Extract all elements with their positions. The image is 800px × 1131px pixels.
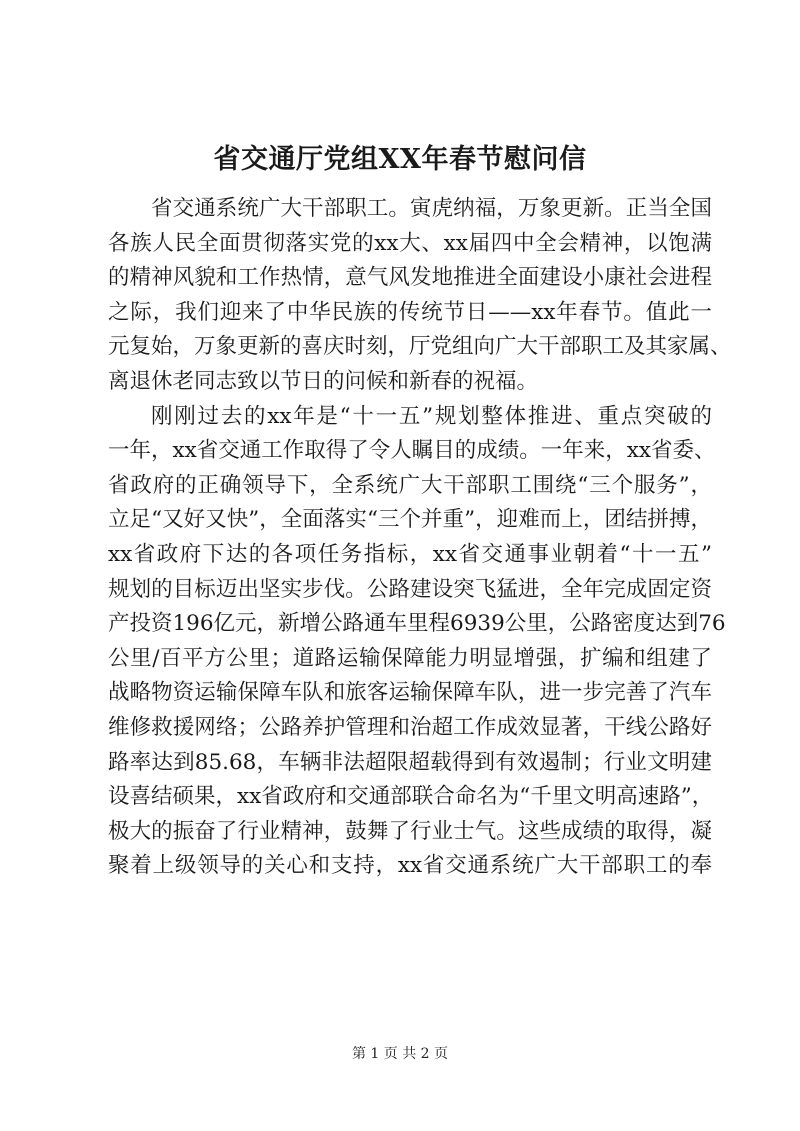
paragraph-1 (108, 192, 732, 400)
document-body (108, 192, 732, 884)
text-line: 维修救援网络；公路养护管理和治超工作成效显著，干线公路好 (108, 714, 712, 740)
text-line: 省政府的正确领导下，全系统广大干部职工围绕“三个服务”， (108, 472, 712, 498)
text-line: 公里/百平方公里；道路运输保障能力明显增强，扩编和组建了 (108, 645, 712, 671)
document-title: 省交通厅党组XX年春节慰问信 (213, 144, 587, 175)
text-line: 聚着上级领导的关心和支持，xx省交通系统广大干部职工的奉 (108, 853, 712, 879)
text-line: 一年，xx省交通工作取得了令人瞩目的成绩。一年来，xx省委、 (108, 438, 716, 464)
text-line: 规划的目标迈出坚实步伐。公路建设突飞猛进，全年完成固定资 (108, 576, 712, 602)
text-line: 路率达到85.68，车辆非法超限超载得到有效遏制；行业文明建 (108, 749, 712, 775)
text-line: 元复始，万象更新的喜庆时刻，厅党组向广大干部职工及其家属、 (108, 334, 732, 360)
text-line: 刚刚过去的xx年是“十一五”规划整体推进、重点突破的 (151, 403, 712, 429)
text-line: 战略物资运输保障车队和旅客运输保障车队，进一步完善了汽车 (108, 680, 712, 706)
text-line: xx省政府下达的各项任务指标，xx省交通事业朝着“十一五” (108, 541, 712, 567)
text-line: 各族人民全面贯彻落实党的xx大、xx届四中全会精神，以饱满 (108, 230, 712, 256)
text-line: 设喜结硕果，xx省政府和交通部联合命名为“千里文明高速路”， (108, 784, 714, 810)
text-line: 的精神风貌和工作热情，意气风发地推进全面建设小康社会进程 (108, 265, 712, 291)
paragraph-2 (108, 400, 726, 884)
text-line: 之际，我们迎来了中华民族的传统节日——xx年春节。值此一 (108, 299, 712, 325)
text-line: 离退休老同志致以节日的问候和新春的祝福。 (108, 368, 539, 394)
text-line: 省交通系统广大干部职工。寅虎纳福，万象更新。正当全国 (151, 196, 712, 221)
text-line: 产投资196亿元，新增公路通车里程6939公里，公路密度达到76 (108, 611, 726, 637)
text-line: 立足“又好又快”，全面落实“三个并重”，迎难而上，团结拼搏， (108, 507, 712, 533)
text-line: 极大的振奋了行业精神，鼓舞了行业士气。这些成绩的取得，凝 (108, 818, 712, 844)
page-footer: 第 1 页 共 2 页 (351, 1046, 449, 1062)
